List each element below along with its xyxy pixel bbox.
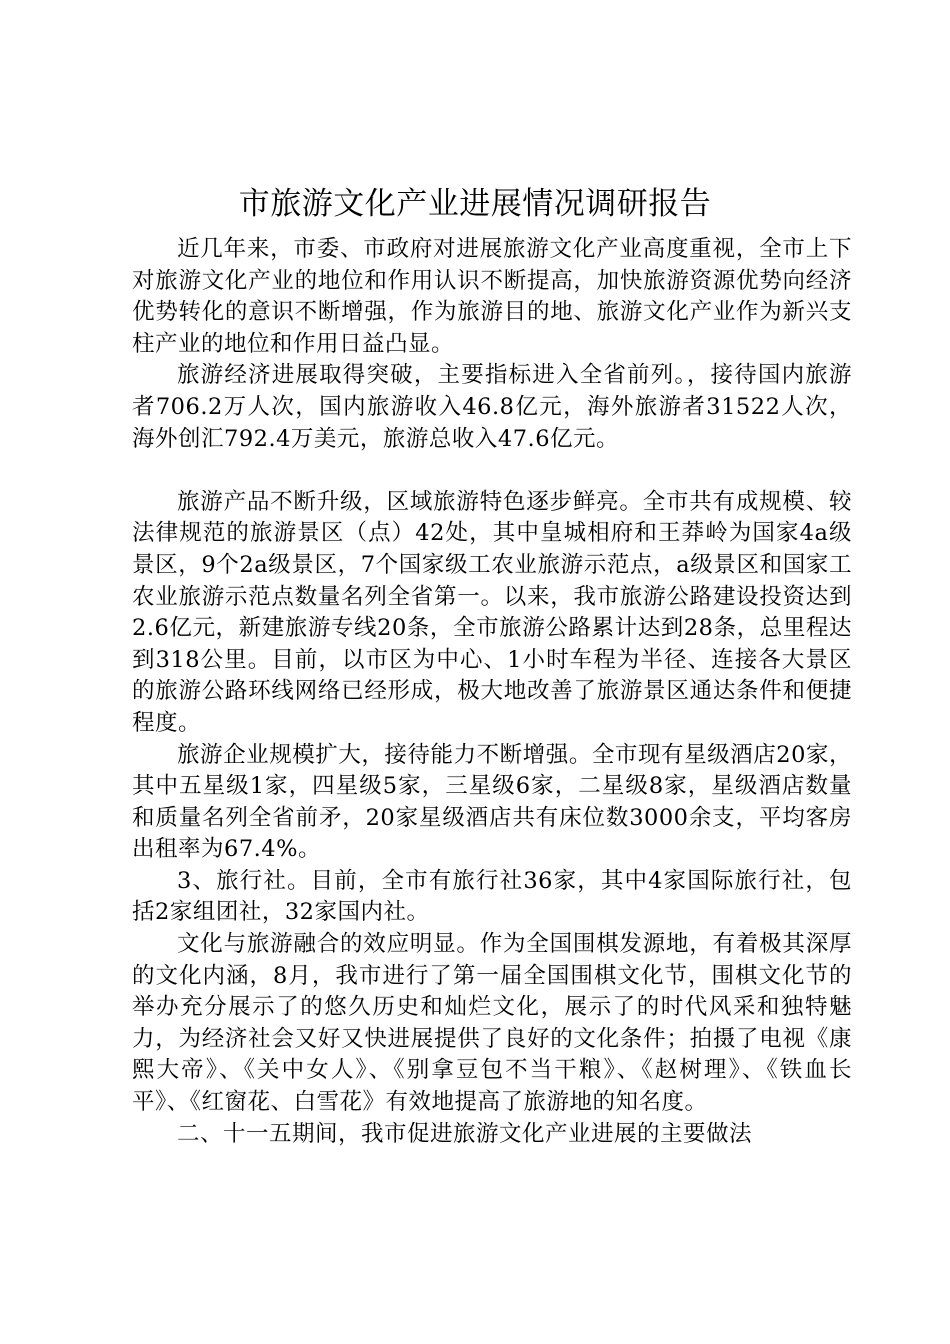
document-body [132,234,852,1150]
paragraph-tourism-economy: 旅游经济进展取得突破，主要指标进入全省前列。，接待国内旅游者706.2万人次，国内旅游收入46.8亿元，海外旅游者31522人次，海外创汇792.4万美元，旅游总收入47.6亿元。 [132,362,852,452]
paragraph-section-two-heading: 二、十一五期间，我市促进旅游文化产业进展的主要做法 [177,1120,753,1147]
paragraph-travel-agencies: 3、旅行社。目前，全市有旅行社36家，其中4家国际旅行社，包括2家组团社，32家国内社。 [132,867,852,926]
paragraph-tourism-products: 旅游产品不断升级，区域旅游特色逐步鲜亮。全市共有成规模、较法律规范的旅游景区（点）42处，其中皇城相府和王莽岭为国家4a级景区，9个2a级景区，7个国家级工农业旅游示范点，a级景区和国家工农业旅游示范点数量名列全省第一。以来，我市旅游公路建设投资达到2.6亿元，新建旅游专线20条，全市旅游公路累计达到28条，总里程达到318公里。目前，以市区为中心、1小时车程为半径、连接各大景区的旅游公路环线网络已经形成，极大地改善了旅游景区通达条件和便捷程度。 [132,488,852,736]
paragraph-intro: 近几年来，市委、市政府对进展旅游文化产业高度重视，全市上下对旅游文化产业的地位和作用认识不断提高，加快旅游资源优势向经济优势转化的意识不断增强，作为旅游目的地、旅游文化产业作为新兴支柱产业的地位和作用日益凸显。 [132,236,852,357]
paragraph-tourism-enterprises: 旅游企业规模扩大，接待能力不断增强。全市现有星级酒店20家，其中五星级1家，四星级5家，三星级6家，二星级8家，星级酒店数量和质量名列全省前矛，20家星级酒店共有床位数3000余支，平均客房出租率为67.4%。 [132,741,852,863]
paragraph-culture-tourism: 文化与旅游融合的效应明显。作为全国围棋发源地，有着极其深厚的文化内涵，8月，我市进行了第一届全国围棋文化节，围棋文化节的举办充分展示了的悠久历史和灿烂文化，展示了的时代风采和独特魅力，为经济社会又好又快进展提供了良好的文化条件；拍摄了电视《康熙大帝》、《关中女人》、《别拿豆包不当干粮》、《赵树理》、《铁血长平》、《红窗花、白雪花》有效地提高了旅游地的知名度。 [132,931,852,1116]
document-title: 市旅游文化产业进展情况调研报告 [238,186,712,222]
